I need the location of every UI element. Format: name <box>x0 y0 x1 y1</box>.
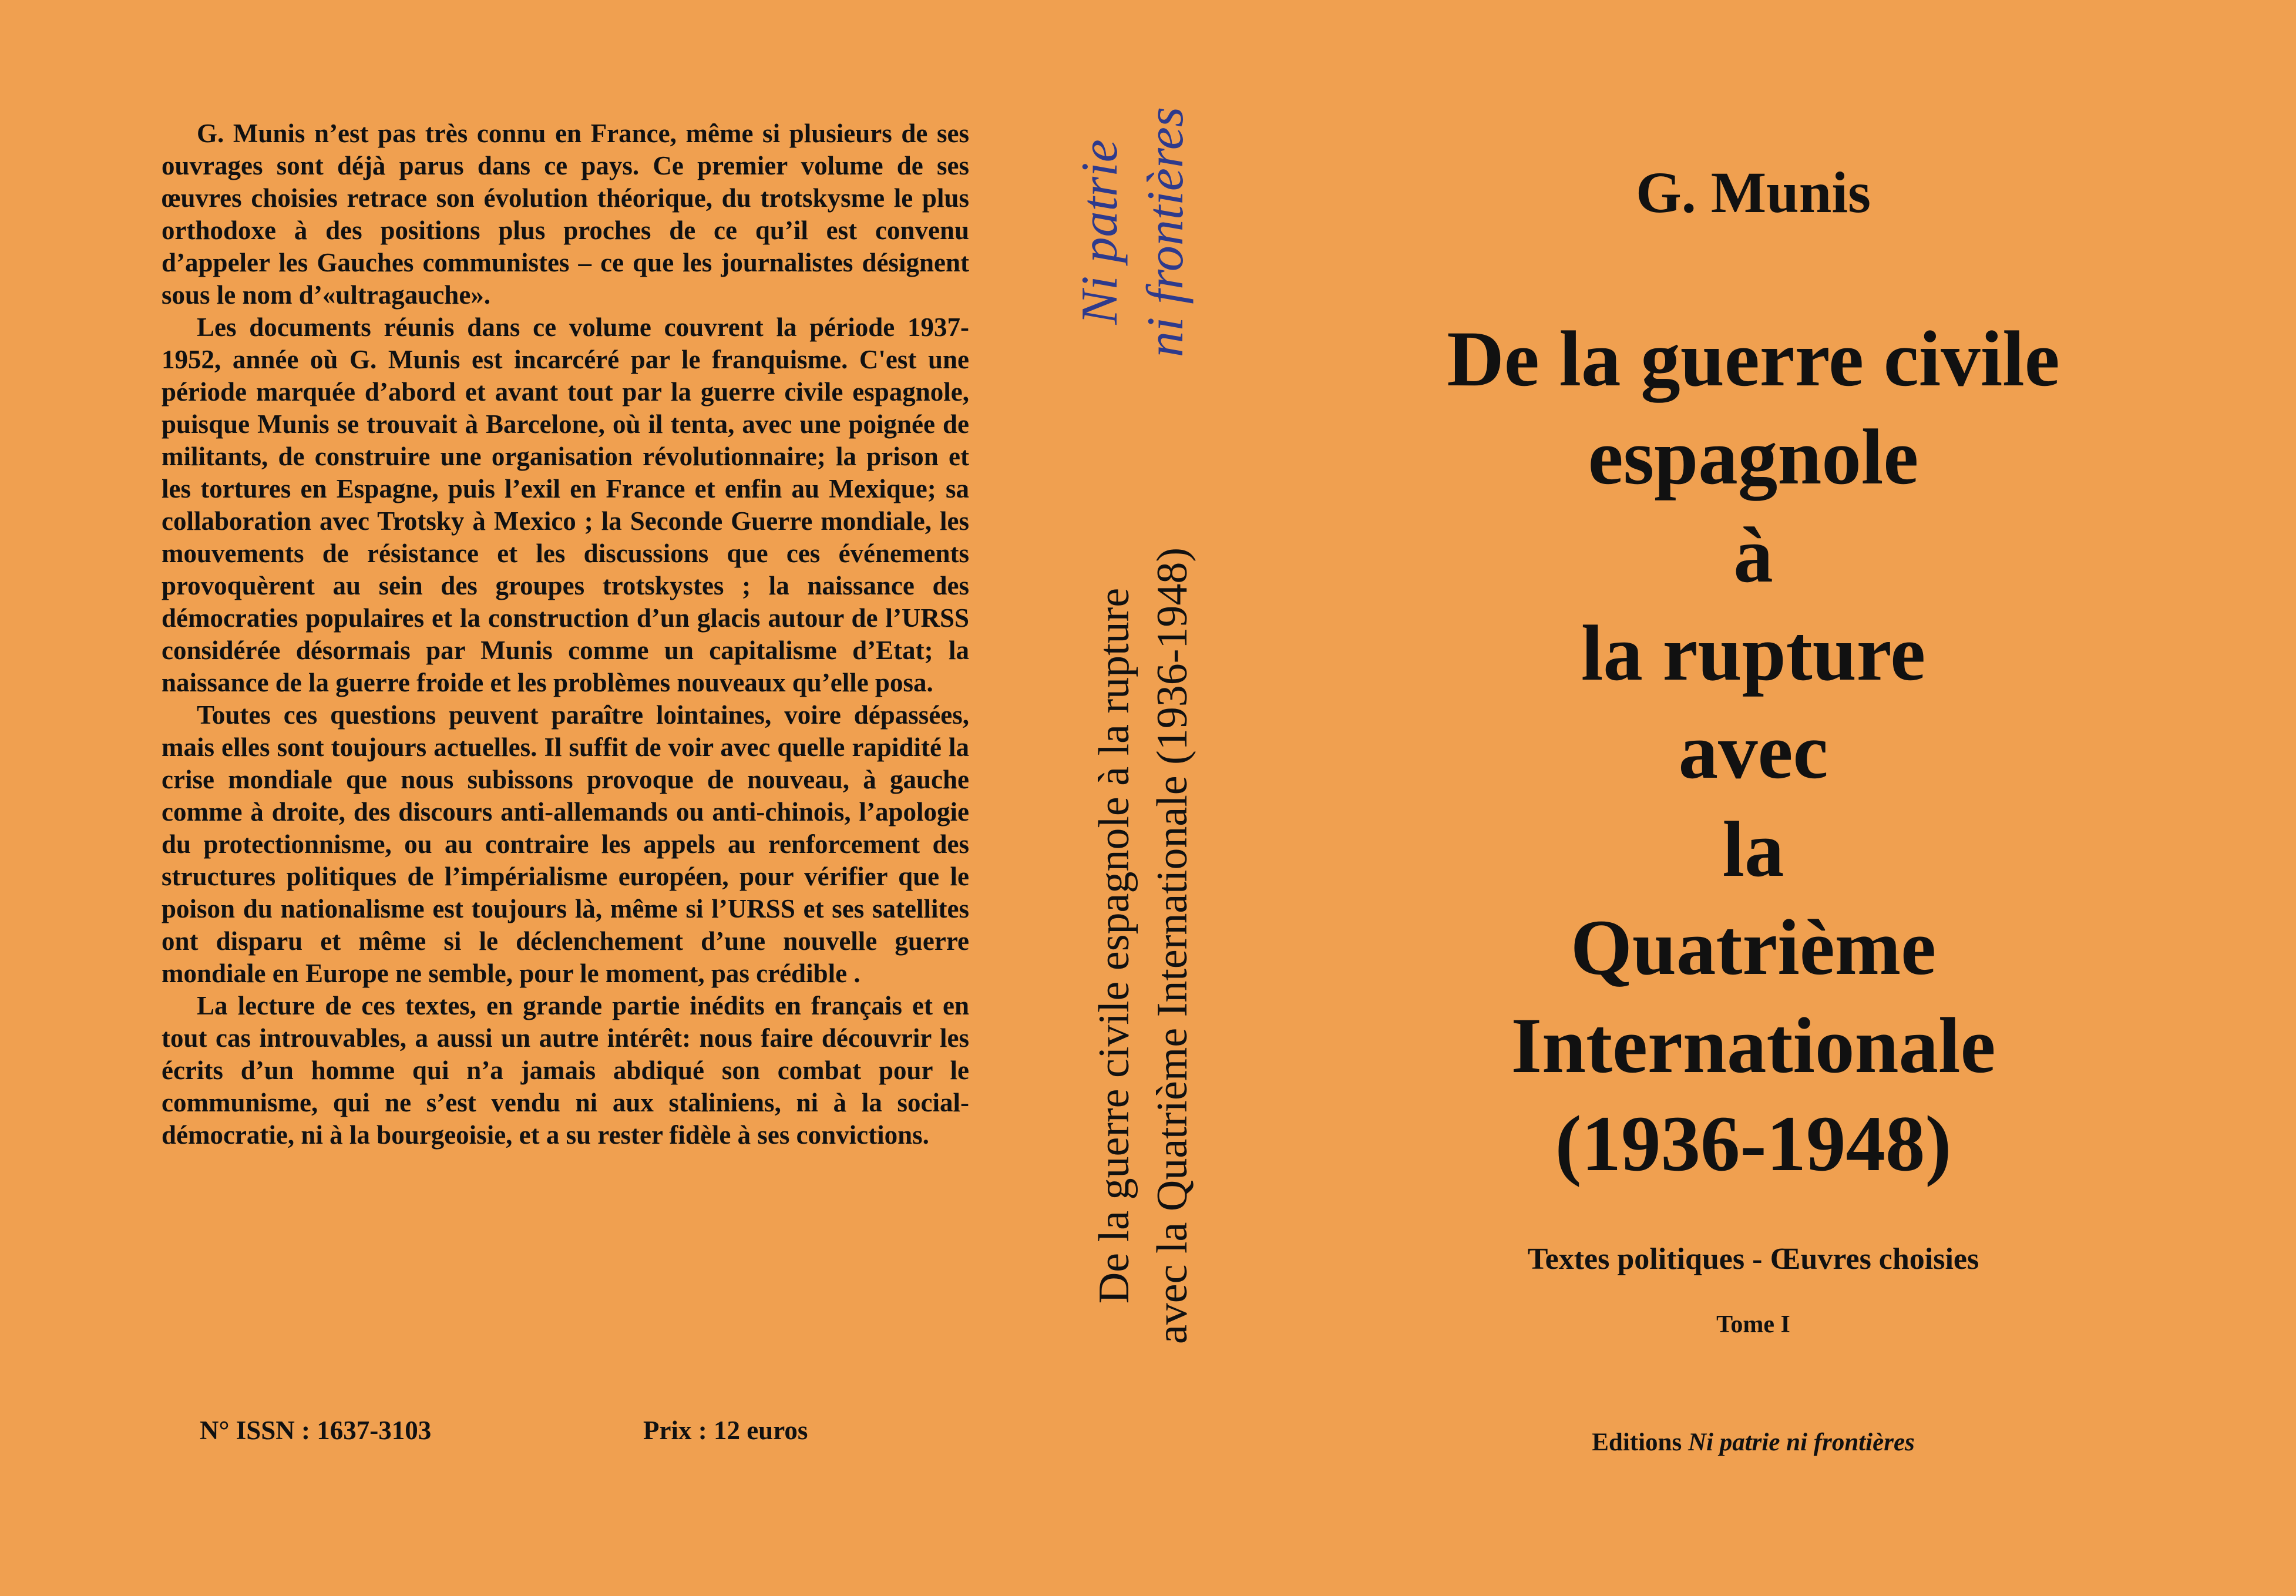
volume-label: Tome I <box>1716 1311 1790 1338</box>
title-line: à <box>1733 512 1773 599</box>
spine-title-line-2: avec la Quatrième Internationale (1936-1948) <box>1148 547 1196 1345</box>
publisher-imprint <box>1345 1427 2161 1458</box>
title-line: espagnole <box>1588 414 1919 501</box>
back-cover-blurb <box>162 117 969 1151</box>
blurb-paragraph-3: Toutes ces questions peuvent paraître lointaines, voire dépassées, mais elles sont toujours actuelles. Il suffit de voir avec quelle rapidité la crise mondiale que nous subissons provoque de nouveau, à gauche comme à droite, des discours anti-allemands ou anti-chinois, l’apologie du protectionnisme, ou au contraire les appels au renforcement des structures politiques de l’impérialisme européen, pour vérifier que le poison du nationalisme est toujours là, même si l’URSS et ses satellites ont disparu et même si le déclenchement d’une nouvelle guerre mondiale en Europe ne semble, pour le moment, pas crédible . <box>162 700 969 988</box>
author-name: G. Munis <box>1635 160 1871 225</box>
title-line: avec <box>1678 708 1828 795</box>
title-line: Internationale <box>1511 1002 1996 1090</box>
book-title <box>1345 310 2161 1193</box>
price-label: Prix : 12 euros <box>643 1416 808 1445</box>
issn-number: N° ISSN : 1637-3103 <box>200 1416 432 1445</box>
blurb-paragraph-2: Les documents réunis dans ce volume couvrent la période 1937-1952, année où G. Munis est incarcéré par le franquisme. C'est une période marquée d’abord et avant tout par la guerre civile espagnole, puisque Munis se trouvait à Barcelone, où il tenta, avec une poignée de militants, de construire une organisation révolutionnaire; la prison et les tortures en Espagne, puis l’exil en France et enfin au Mexique; sa collaboration avec Trotsky à Mexico ; la Seconde Guerre mondiale, les mouvements de résistance et les discussions que ces événements provoquèrent au sein des groupes trotskystes ; la naissance des démocraties populaires et la construction d’un glacis autour de l’URSS considérée désormais par Munis comme un capitalisme d’Etat; la naissance de la guerre froide et les problèmes nouveaux qu’elle posa. <box>162 313 969 697</box>
publisher-prefix: Editions <box>1592 1429 1682 1456</box>
blurb-paragraph-4: La lecture de ces textes, en grande partie inédits en français et en tout cas introuvables, a aussi un autre intérêt: nous faire découvrir les écrits d’un homme qui n’a jamais abdiqué son combat pour le communisme, qui ne s’est vendu ni aux staliniens, ni à la social-démocratie, ni à la bourgeoisie, et a su rester fidèle à ses convictions. <box>162 991 969 1150</box>
blurb-paragraph-1: G. Munis n’est pas très connu en France, même si plusieurs de ses ouvrages sont déjà parus dans ce pays. Ce premier volume de ses œuvres choisies retrace son évolution théorique, du trotskysme le plus orthodoxe à des positions plus proches de ce qu’il est convenu d’appeler les Gauches communistes – ce que les journalistes désignent sous le nom d’«ultragauche». <box>162 119 969 310</box>
spine-title-line-1: De la guerre civile espagnole à la rupture <box>1090 587 1138 1304</box>
book-subtitle: Textes politiques - Œuvres choisies <box>1527 1242 1979 1276</box>
title-line: Quatrième <box>1570 904 1937 992</box>
title-line: (1936-1948) <box>1555 1100 1952 1188</box>
publisher-name: Ni patrie ni frontières <box>1687 1429 1915 1456</box>
spine-series-line-2: ni frontières <box>1137 106 1194 358</box>
title-line: la rupture <box>1581 610 1926 697</box>
title-line: De la guerre civile <box>1447 315 2060 403</box>
spine-series-line-1: Ni patrie <box>1071 139 1128 325</box>
title-line: la <box>1722 806 1784 893</box>
